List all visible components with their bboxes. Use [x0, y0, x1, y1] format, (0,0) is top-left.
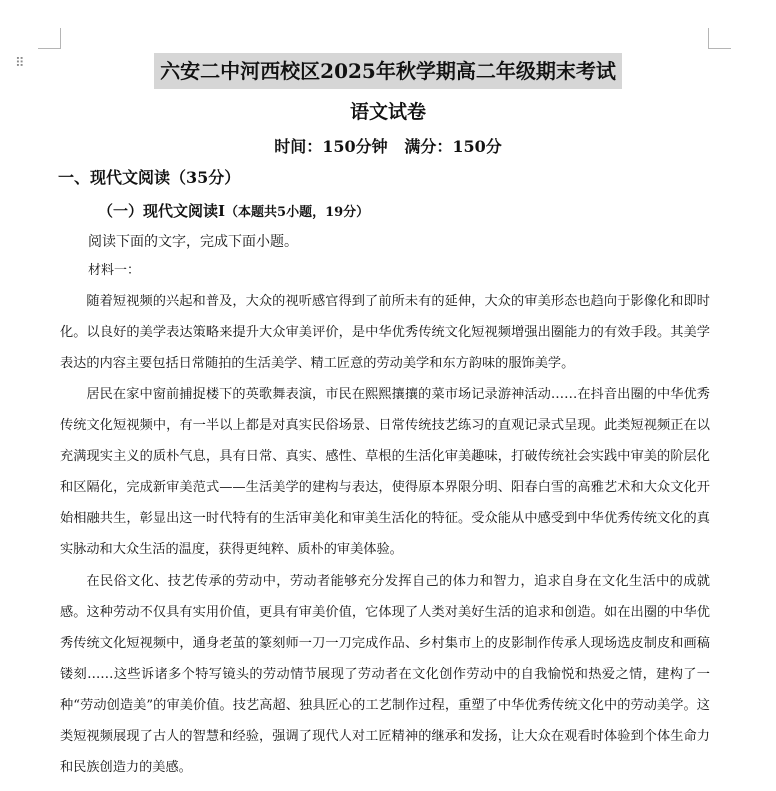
- title-row: [0, 53, 776, 89]
- document-subtitle: 语文试卷: [349, 101, 426, 123]
- subsection-note: （本题共5小题，19分）: [225, 205, 370, 220]
- subsection-title: （一）现代文阅读Ⅰ: [98, 202, 226, 220]
- body-paragraph-2: 居民在家中窗前捕捉楼下的英歌舞表演，市民在熙熙攘攘的菜市场记录游神活动……在抖音出圈的中华优秀传统文化短视频中，有一半以上都是对真实民俗场景、日常传统技艺练习的直观记录式呈现。此类短视频正在以充满现实主义的质朴气息，具有日常、真实、感性、草根的生活化审美趣味，打破传统社会实践中审美的阶层化和区隔化，完成新审美范式——生活美学的建构与表达，使得原本界限分明、阳春白雪的高雅艺术和大众文化开始相融共生，彰显出这一时代特有的生活审美化和审美生活化的特征。受众能从中感受到中华优秀传统文化的真实脉动和大众生活的温度，获得更纯粹、质朴的审美体验。: [60, 387, 710, 557]
- section-heading: 一、现代文阅读（35分）: [58, 168, 241, 187]
- page-corner-mark-top-right: [708, 28, 731, 49]
- subsection-heading: [98, 199, 369, 225]
- drag-handle-icon[interactable]: ⠿: [15, 56, 26, 71]
- body-paragraph-3: 在民俗文化、技艺传承的劳动中，劳动者能够充分发挥自己的体力和智力，追求自身在文化生活中的成就感。这种劳动不仅具有实用价值，更具有审美价值，它体现了人类对美好生活的追求和创造。如在出圈的中华优秀传统文化短视频中，通身老茧的篆刻师一刀一刀完成作品、乡村集市上的皮影制作传承人现场选皮制皮和画稿镂刻……这些诉诸多个特写镜头的劳动情节展现了劳动者在文化创作劳动中的自我愉悦和热爱之情，建构了一种“劳动创造美”的审美价值。技艺高超、独具匠心的工艺制作过程，重塑了中华优秀传统文化中的劳动美学。这类短视频展现了古人的智慧和经验，强调了现代人对工匠精神的继承和发扬，让大众在观看时体验到个体生命力和民族创造力的美感。: [60, 574, 710, 775]
- body-paragraph-1: 随着短视频的兴起和普及，大众的视听感官得到了前所未有的延伸，大众的审美形态也趋向于影像化和即时化。以良好的美学表达策略来提升大众审美评价，是中华优秀传统文化短视频增强出圈能力的有效手段。其美学表达的内容主要包括日常随拍的生活美学、精工匠意的劳动美学和东方韵味的服饰美学。: [60, 294, 710, 371]
- document-title[interactable]: 六安二中河西校区2025年秋学期高二年级期末考试: [154, 53, 622, 89]
- exam-info: 时间：150分钟 满分：150分: [274, 137, 502, 156]
- material-label: 材料一：: [88, 263, 141, 278]
- page-corner-mark-top-left: [38, 28, 61, 49]
- reading-instruction: 阅读下面的文字，完成下面小题。: [88, 234, 298, 250]
